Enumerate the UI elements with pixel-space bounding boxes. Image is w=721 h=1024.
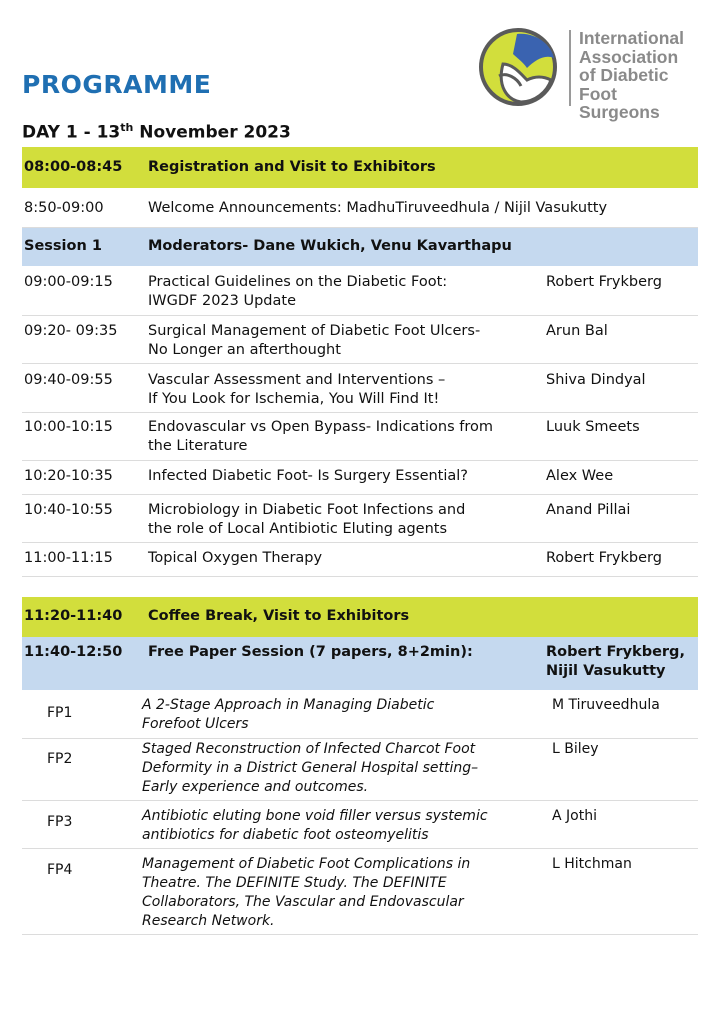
time: 09:00-09:15 — [24, 274, 113, 290]
paper-author: A Jothi — [552, 808, 597, 824]
chairs: Robert Frykberg, Nijil Vasukutty — [546, 644, 685, 679]
paper-row — [22, 801, 698, 849]
paper-row — [22, 849, 698, 935]
logo-line: Association — [579, 46, 679, 67]
paper-title: A 2-Stage Approach in Managing Diabetic Forefoot Ulcers — [142, 697, 435, 732]
time: 11:40-12:50 — [24, 644, 123, 660]
logo-text — [579, 29, 702, 122]
talk-title: Practical Guidelines on the Diabetic Foot: IWGDF 2023 Update — [148, 274, 448, 309]
association-logo — [477, 24, 702, 122]
session-title: Free Paper Session (7 papers, 8+2min): — [148, 644, 473, 660]
logo-line: of Diabetic — [579, 65, 669, 85]
talk-row — [22, 495, 698, 543]
speaker: Shiva Dindyal — [546, 372, 646, 388]
talk-title: Registration and Visit to Exhibitors — [148, 159, 436, 175]
paper-author: L Biley — [552, 741, 599, 757]
paper-code: FP2 — [47, 751, 73, 767]
time: 10:20-10:35 — [24, 468, 113, 484]
paper-title: Antibiotic eluting bone void filler versus systemic antibiotics for diabetic foot osteomyelitis — [142, 808, 488, 843]
free-paper-session-row — [22, 637, 698, 690]
session-label: Session 1 — [24, 238, 102, 254]
talk-row — [22, 316, 698, 364]
talk-title: Infected Diabetic Foot- Is Surgery Essential? — [148, 468, 468, 484]
logo-line: Foot Surgeons — [579, 83, 660, 122]
talk-title: Microbiology in Diabetic Foot Infections and the role of Local Antibiotic Eluting agents — [148, 502, 466, 537]
page-title: PROGRAMME — [22, 70, 212, 99]
talk-row — [22, 364, 698, 413]
time: 09:40-09:55 — [24, 372, 113, 388]
talk-title: Topical Oxygen Therapy — [148, 550, 323, 566]
talk-row — [22, 543, 698, 577]
day-heading: DAY 1 - 13th November 2023 — [22, 121, 291, 143]
speaker: Robert Frykberg — [546, 274, 662, 290]
time: 8:50-09:00 — [24, 200, 104, 216]
paper-author: M Tiruveedhula — [552, 697, 660, 713]
time: 10:40-10:55 — [24, 502, 113, 518]
moderators: Moderators- Dane Wukich, Venu Kavarthapu — [148, 238, 512, 254]
welcome-row — [22, 188, 698, 228]
paper-row — [22, 690, 698, 739]
time: 10:00-10:15 — [24, 419, 113, 435]
paper-code: FP1 — [47, 705, 73, 721]
time: 11:20-11:40 — [24, 608, 123, 624]
coffee-break-row — [22, 597, 698, 637]
speaker: Alex Wee — [546, 468, 614, 484]
speaker: Robert Frykberg — [546, 550, 662, 566]
foot-emblem-icon — [477, 24, 573, 110]
speaker: Anand Pillai — [546, 502, 631, 518]
talk-title: Coffee Break, Visit to Exhibitors — [148, 608, 410, 624]
talk-row — [22, 413, 698, 461]
talk-title: Surgical Management of Diabetic Foot Ulcers- No Longer an afterthought — [148, 323, 481, 358]
talk-title: Endovascular vs Open Bypass- Indications from the Literature — [148, 419, 493, 454]
paper-author: L Hitchman — [552, 856, 632, 872]
talk-title: Vascular Assessment and Interventions – If You Look for Ischemia, You Will Find It! — [148, 372, 446, 407]
time: 11:00-11:15 — [24, 550, 113, 566]
speaker: Luuk Smeets — [546, 419, 640, 435]
paper-code: FP4 — [47, 862, 73, 878]
logo-divider — [569, 30, 571, 106]
talk-row — [22, 266, 698, 316]
paper-code: FP3 — [47, 814, 73, 830]
paper-title: Management of Diabetic Foot Complications in Theatre. The DEFINITE Study. The DEFINITE Collaborators, The Vascular and Endovascular Research Network. — [142, 856, 471, 929]
speaker: Arun Bal — [546, 323, 608, 339]
logo-line: International — [579, 28, 685, 48]
talk-title: Welcome Announcements: MadhuTiruveedhula / Nijil Vasukutty — [148, 200, 608, 216]
paper-title: Staged Reconstruction of Infected Charcot Foot Deformity in a District General Hospital setting– Early experience and outcomes. — [142, 741, 479, 795]
session-header-row — [22, 228, 698, 266]
paper-row — [22, 739, 698, 801]
registration-row — [22, 147, 698, 188]
talk-row — [22, 461, 698, 495]
time: 09:20- 09:35 — [24, 323, 118, 339]
time: 08:00-08:45 — [24, 159, 123, 175]
